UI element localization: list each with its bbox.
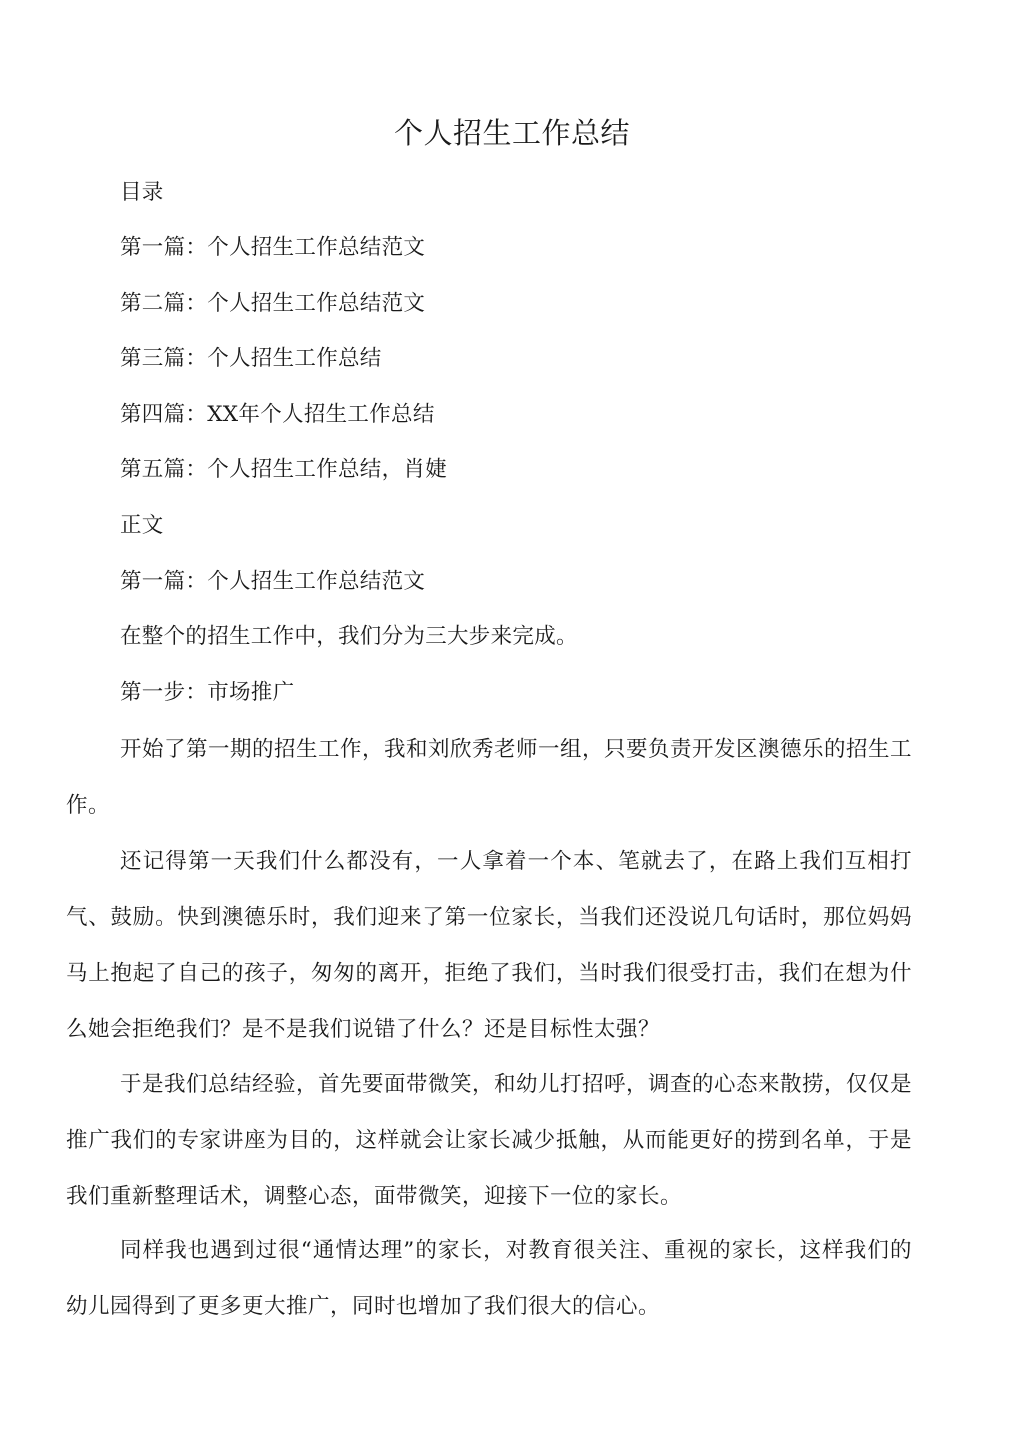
step-heading: 第一步：市场推广 [120,680,295,705]
document-title: 个人招生工作总结 [393,116,630,150]
toc-item-1: 第一篇：个人招生工作总结范文 [120,235,426,260]
section-heading: 第一篇：个人招生工作总结范文 [120,569,426,594]
toc-item-5: 第五篇：个人招生工作总结，肖婕 [120,457,448,482]
toc-item-4: 第四篇：XX年个人招生工作总结 [120,402,435,427]
toc-heading: 目录 [120,180,164,205]
toc-item-3: 第三篇：个人招生工作总结 [120,346,382,371]
paragraph-4: 同样我也遇到过很“通情达理”的家长，对教育很关注、重视的家长，这样我们的幼儿园得到了更多更大推广，同时也增加了我们很大的信心。 [66,1238,912,1319]
toc-item-2: 第二篇：个人招生工作总结范文 [120,291,426,316]
intro-text: 在整个的招生工作中，我们分为三大步来完成。 [120,624,578,649]
paragraph-1: 开始了第一期的招生工作，我和刘欣秀老师一组，只要负责开发区澳德乐的招生工作。 [66,737,913,818]
body-heading: 正文 [120,513,164,538]
paragraph-2: 还记得第一天我们什么都没有，一人拿着一个本、笔就去了，在路上我们互相打气、鼓励。快到澳德乐时，我们迎来了第一位家长，当我们还没说几句话时，那位妈妈马上抱起了自己的孩子，匆匆的离开，拒绝了我们，当时我们很受打击，我们在想为什么她会拒绝我们？是不是我们说错了什么？还是目标性太强？ [66,849,912,1042]
paragraph-3: 于是我们总结经验，首先要面带微笑，和幼儿打招呼，调查的心态来散捞，仅仅是推广我们的专家讲座为目的，这样就会让家长减少抵触，从而能更好的捞到名单，于是我们重新整理话术，调整心态，面带微笑，迎接下一位的家长。 [66,1072,913,1209]
